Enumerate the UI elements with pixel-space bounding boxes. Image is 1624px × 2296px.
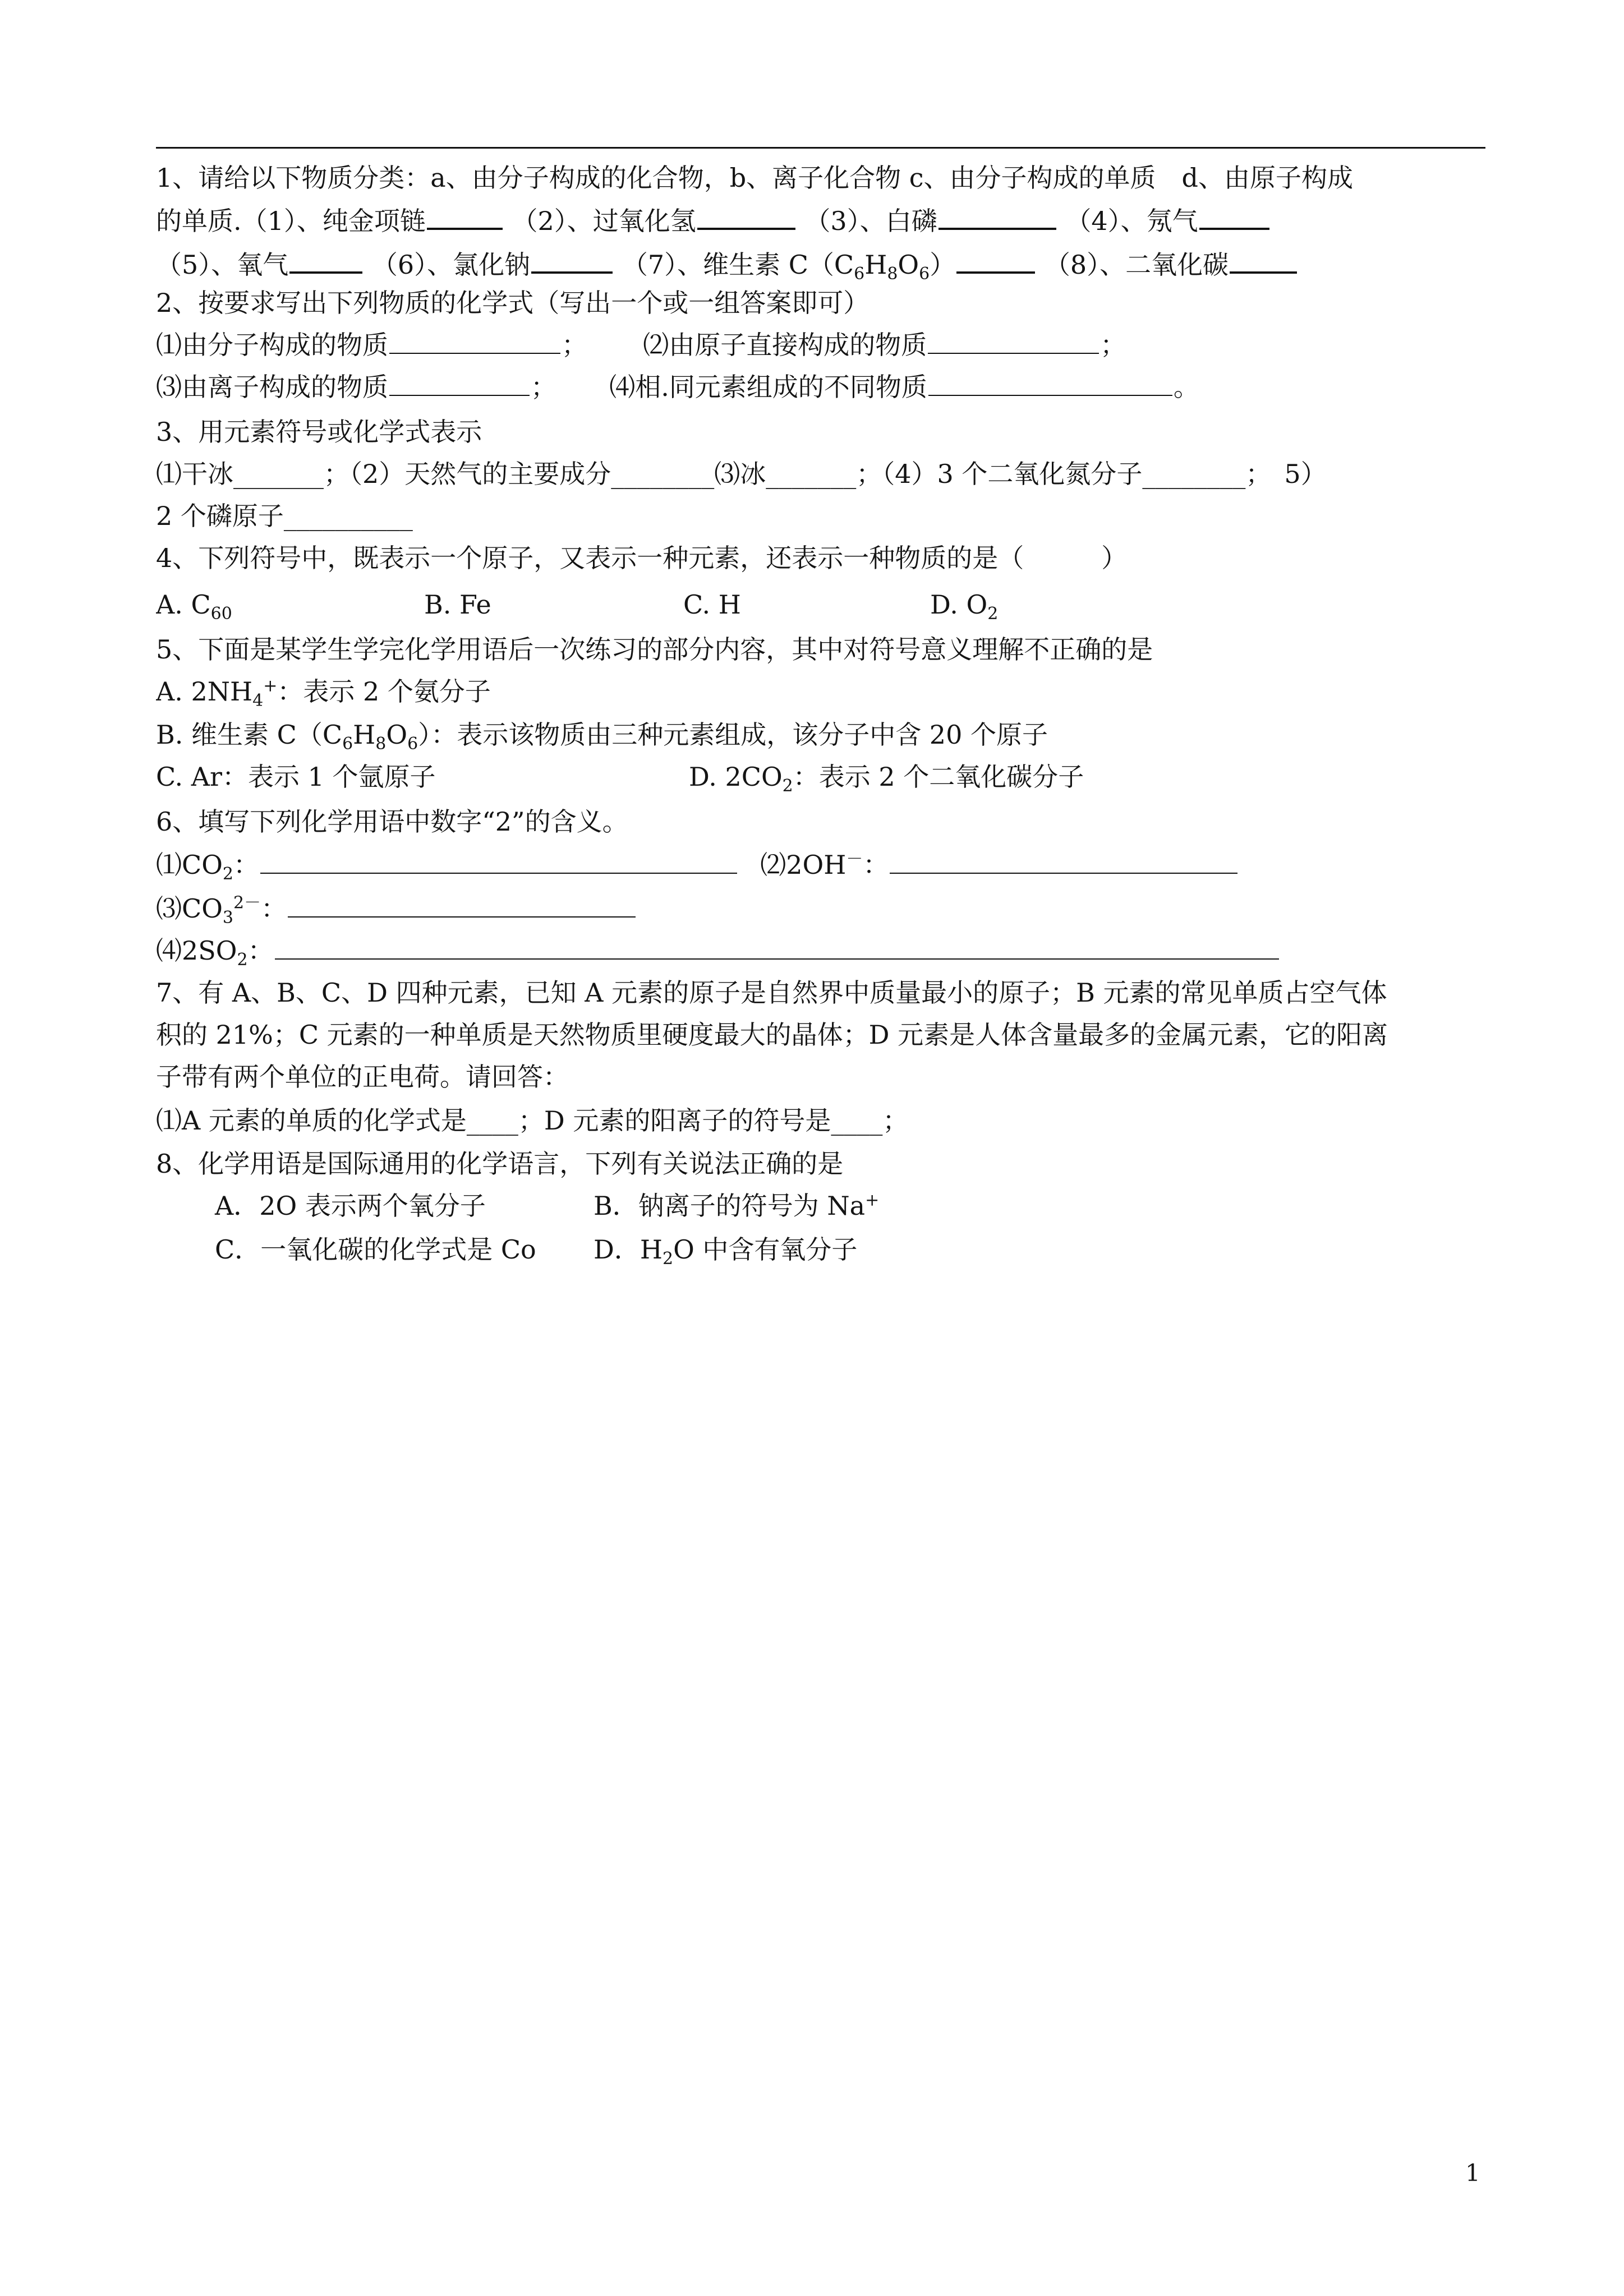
q8-title: 8、化学用语是国际通用的化学语言，下列有关说法正确的是	[156, 1149, 844, 1179]
answer-blank[interactable]	[389, 328, 560, 354]
answer-blank[interactable]	[1199, 203, 1269, 230]
q1-line-2: 的单质.（1）、纯金项链 （2）、过氧化氢 （3）、白磷 （4）、氖气	[156, 203, 1485, 237]
answer-blank[interactable]	[288, 892, 636, 918]
q6-line-1: $⑴CO_2$： ⑵2OH－：	[156, 848, 1485, 882]
q2-line-2: ⑶由离子构成的物质 ； ⑷相.同元素组成的不同物质 。	[156, 370, 1485, 404]
answer-blank[interactable]	[289, 247, 362, 274]
answer-blank[interactable]	[275, 934, 1279, 960]
q4-options	[156, 588, 1485, 621]
option-a[interactable]: A. $C_{60}$	[156, 589, 232, 621]
answer-blank[interactable]	[389, 370, 530, 396]
q8-option-c[interactable]: C．一氧化碳的化学式是 Co	[215, 1234, 536, 1265]
q3-line-2: 2 个磷原子__________	[156, 501, 413, 531]
option-d[interactable]: D. $O_2$	[930, 589, 999, 621]
q8-option-d[interactable]: D．$H_2O$ 中含有氧分子	[594, 1234, 858, 1266]
q5-option-d[interactable]: D. $2CO_2$：表示 2 个二氧化碳分子	[689, 762, 1084, 794]
header-rule	[156, 147, 1485, 149]
q8-option-a[interactable]: A．2O 表示两个氧分子	[215, 1191, 486, 1221]
answer-blank[interactable]	[928, 370, 1172, 396]
answer-blank[interactable]	[938, 203, 1056, 230]
q8-option-b[interactable]: B．钠离子的符号为 Na+	[594, 1190, 880, 1221]
q5-option-b[interactable]: B. 维生素 $C(C_6H_8O_6)$：表示该物质由三种元素组成，该分子中含 20 个原子	[156, 720, 1048, 751]
answer-blank[interactable]	[890, 848, 1237, 874]
q5-options-cd	[156, 760, 1485, 794]
q8-options-ab	[156, 1189, 1485, 1223]
q3-title: 3、用元素符号或化学式表示	[156, 417, 482, 447]
q6-line-3: $⑷2SO_2$：	[156, 934, 1485, 967]
q1-line-3: （5）、氧气 （6）、氯化钠 （7）、维生素 $C(C_6H_8O_6)$ （8）、二氧化碳	[156, 247, 1485, 280]
option-b[interactable]: B. Fe	[424, 589, 491, 620]
answer-blank[interactable]	[260, 848, 737, 874]
q5-option-a[interactable]: A. $2NH_4^+$：表示 2 个氨分子	[156, 676, 491, 708]
q1-line-1: 1、请给以下物质分类：a、由分子构成的化合物，b、离子化合物 c、由分子构成的单质 d、由原子构成	[156, 163, 1353, 193]
option-c[interactable]: C. H	[683, 589, 741, 620]
q7-line-1: 7、有 A、B、C、D 四种元素，已知 A 元素的原子是自然界中质量最小的原子；B 元素的常见单质占空气体	[156, 978, 1387, 1008]
answer-blank[interactable]	[928, 328, 1099, 354]
q7-line-2: 积的 21%；C 元素的一种单质是天然物质里硬度最大的晶体；D 元素是人体含量最多的金属元素，它的阳离	[156, 1020, 1388, 1050]
page-number: 1	[1465, 2159, 1480, 2187]
answer-blank[interactable]	[697, 203, 795, 230]
q6-line-2: $⑶CO_3^{2-}$：	[156, 892, 1485, 925]
answer-blank[interactable]	[531, 247, 613, 274]
q3-line-1: ⑴干冰_______；（2）天然气的主要成分________⑶冰_______；（4）3 个二氧化氮分子________； 5）	[156, 459, 1327, 489]
q5-option-c[interactable]: C. Ar：表示 1 个氩原子	[156, 762, 436, 792]
answer-blank[interactable]	[427, 203, 503, 230]
q2-line-1: ⑴由分子构成的物质 ； ⑵由原子直接构成的物质 ；	[156, 328, 1485, 362]
answer-blank[interactable]	[956, 247, 1035, 274]
q8-options-cd	[156, 1233, 1485, 1266]
q5-title: 5、下面是某学生学完化学用语后一次练习的部分内容，其中对符号意义理解不正确的是	[156, 634, 1153, 665]
answer-blank[interactable]	[1230, 247, 1297, 274]
q7-line-4: ⑴A 元素的单质的化学式是____；D 元素的阳离子的符号是____；	[156, 1105, 909, 1136]
q4-title: 4、下列符号中，既表示一个原子，又表示一种元素，还表示一种物质的是（ ）	[156, 543, 1128, 573]
q7-line-3: 子带有两个单位的正电荷。请回答：	[156, 1062, 569, 1092]
q6-title: 6、填写下列化学用语中数字“2”的含义。	[156, 806, 628, 837]
q2-title: 2、按要求写出下列物质的化学式（写出一个或一组答案即可）	[156, 288, 869, 318]
